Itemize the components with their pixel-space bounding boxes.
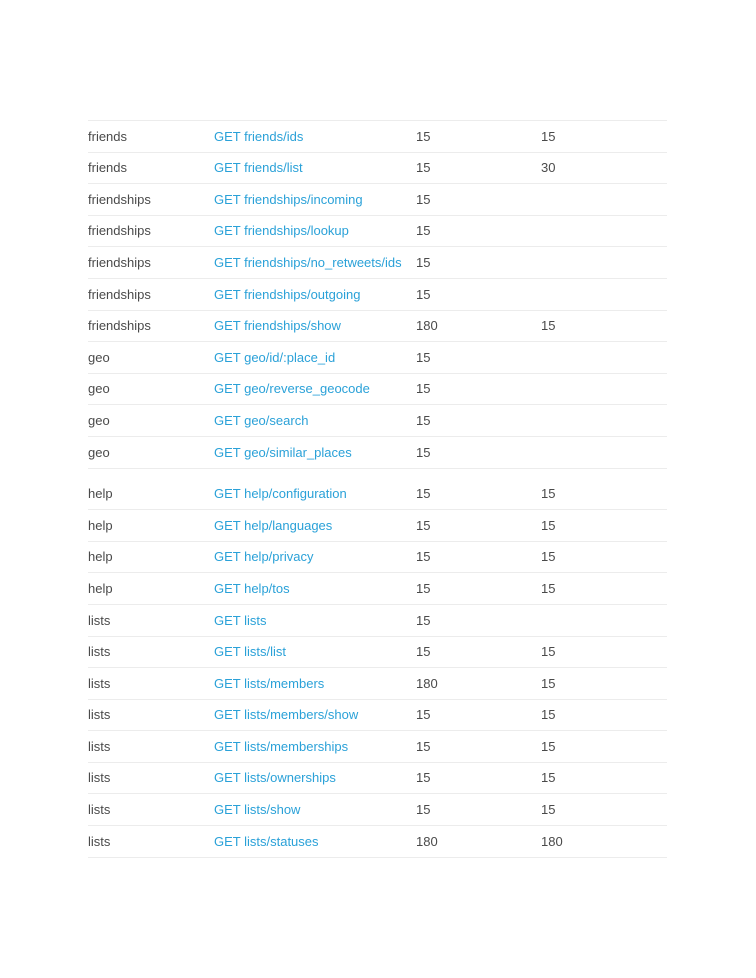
endpoint-link[interactable]: GET geo/reverse_geocode <box>214 381 370 397</box>
endpoint-link[interactable]: GET help/tos <box>214 580 290 596</box>
endpoint-link[interactable]: GET help/languages <box>214 517 333 533</box>
app-rate-limit: 15 <box>541 580 556 596</box>
app-rate-limit: 15 <box>541 644 556 660</box>
user-rate-limit: 15 <box>416 254 431 270</box>
endpoint-link[interactable]: GET lists/list <box>214 644 286 660</box>
table-row <box>88 637 667 669</box>
table-row <box>88 405 667 437</box>
user-rate-limit: 15 <box>416 770 431 786</box>
endpoint-link[interactable]: GET geo/similar_places <box>214 444 352 460</box>
rate-limits-table <box>88 120 667 858</box>
user-rate-limit: 15 <box>416 802 431 818</box>
table-row <box>88 794 667 826</box>
user-rate-limit: 15 <box>416 738 431 754</box>
resource-family: help <box>88 517 113 533</box>
table-row <box>88 153 667 185</box>
table-row <box>88 279 667 311</box>
user-rate-limit: 15 <box>416 223 431 239</box>
table-row <box>88 311 667 343</box>
resource-family: friendships <box>88 191 151 207</box>
endpoint-link[interactable]: GET friendships/lookup <box>214 223 349 239</box>
table-row <box>88 731 667 763</box>
resource-family: lists <box>88 738 111 754</box>
endpoint-link[interactable]: GET friendships/outgoing <box>214 286 361 302</box>
table-row <box>88 342 667 374</box>
app-rate-limit: 15 <box>541 549 556 565</box>
user-rate-limit: 15 <box>416 707 431 723</box>
endpoint-link[interactable]: GET help/configuration <box>214 486 347 502</box>
app-rate-limit: 15 <box>541 128 556 144</box>
resource-family: geo <box>88 381 110 397</box>
resource-family: lists <box>88 833 111 849</box>
table-row <box>88 826 667 858</box>
table-row <box>88 469 667 511</box>
resource-family: lists <box>88 644 111 660</box>
app-rate-limit: 15 <box>541 517 556 533</box>
user-rate-limit: 180 <box>416 833 438 849</box>
table-row <box>88 700 667 732</box>
endpoint-link[interactable]: GET lists/memberships <box>214 738 349 754</box>
app-rate-limit: 15 <box>541 675 556 691</box>
table-row <box>88 605 667 637</box>
table-row <box>88 437 667 469</box>
resource-family: help <box>88 549 113 565</box>
resource-family: friends <box>88 160 128 176</box>
app-rate-limit: 180 <box>541 833 563 849</box>
table-row <box>88 668 667 700</box>
endpoint-link[interactable]: GET friendships/no_retweets/ids <box>214 254 402 270</box>
user-rate-limit: 180 <box>416 675 438 691</box>
table-row <box>88 184 667 216</box>
endpoint-link[interactable]: GET lists/statuses <box>214 833 319 849</box>
resource-family: friendships <box>88 318 151 334</box>
endpoint-link[interactable]: GET geo/search <box>214 412 309 428</box>
resource-family: lists <box>88 612 111 628</box>
app-rate-limit: 15 <box>541 802 556 818</box>
resource-family: geo <box>88 349 110 365</box>
user-rate-limit: 15 <box>416 128 431 144</box>
table-row <box>88 121 667 153</box>
user-rate-limit: 15 <box>416 412 431 428</box>
table-row <box>88 542 667 574</box>
user-rate-limit: 15 <box>416 517 431 533</box>
table-row <box>88 763 667 795</box>
endpoint-link[interactable]: GET friends/ids <box>214 128 304 144</box>
table-row <box>88 510 667 542</box>
endpoint-link[interactable]: GET friendships/incoming <box>214 191 363 207</box>
resource-family: friendships <box>88 286 151 302</box>
user-rate-limit: 15 <box>416 191 431 207</box>
table-row <box>88 573 667 605</box>
endpoint-link[interactable]: GET lists/ownerships <box>214 770 336 786</box>
resource-family: friendships <box>88 254 151 270</box>
user-rate-limit: 15 <box>416 580 431 596</box>
app-rate-limit: 15 <box>541 707 556 723</box>
resource-family: friendships <box>88 223 151 239</box>
app-rate-limit: 30 <box>541 160 556 176</box>
resource-family: lists <box>88 770 111 786</box>
user-rate-limit: 15 <box>416 286 431 302</box>
user-rate-limit: 15 <box>416 644 431 660</box>
resource-family: help <box>88 580 113 596</box>
user-rate-limit: 15 <box>416 349 431 365</box>
user-rate-limit: 15 <box>416 160 431 176</box>
endpoint-link[interactable]: GET lists/members/show <box>214 707 359 723</box>
user-rate-limit: 15 <box>416 444 431 460</box>
table-row <box>88 374 667 406</box>
endpoint-link[interactable]: GET geo/id/:place_id <box>214 349 336 365</box>
user-rate-limit: 15 <box>416 381 431 397</box>
app-rate-limit: 15 <box>541 318 556 334</box>
user-rate-limit: 15 <box>416 549 431 565</box>
user-rate-limit: 180 <box>416 318 438 334</box>
resource-family: lists <box>88 675 111 691</box>
user-rate-limit: 15 <box>416 612 431 628</box>
endpoint-link[interactable]: GET lists/show <box>214 802 301 818</box>
resource-family: geo <box>88 444 110 460</box>
resource-family: help <box>88 486 113 502</box>
resource-family: friends <box>88 128 128 144</box>
endpoint-link[interactable]: GET help/privacy <box>214 549 314 565</box>
endpoint-link[interactable]: GET friendships/show <box>214 318 341 334</box>
app-rate-limit: 15 <box>541 738 556 754</box>
resource-family: geo <box>88 412 110 428</box>
app-rate-limit: 15 <box>541 770 556 786</box>
app-rate-limit: 15 <box>541 486 556 502</box>
resource-family: lists <box>88 802 111 818</box>
table-row <box>88 216 667 248</box>
endpoint-link[interactable]: GET friends/list <box>214 160 303 176</box>
resource-family: lists <box>88 707 111 723</box>
endpoint-link[interactable]: GET lists <box>214 612 267 628</box>
table-row <box>88 247 667 279</box>
user-rate-limit: 15 <box>416 486 431 502</box>
endpoint-link[interactable]: GET lists/members <box>214 675 325 691</box>
